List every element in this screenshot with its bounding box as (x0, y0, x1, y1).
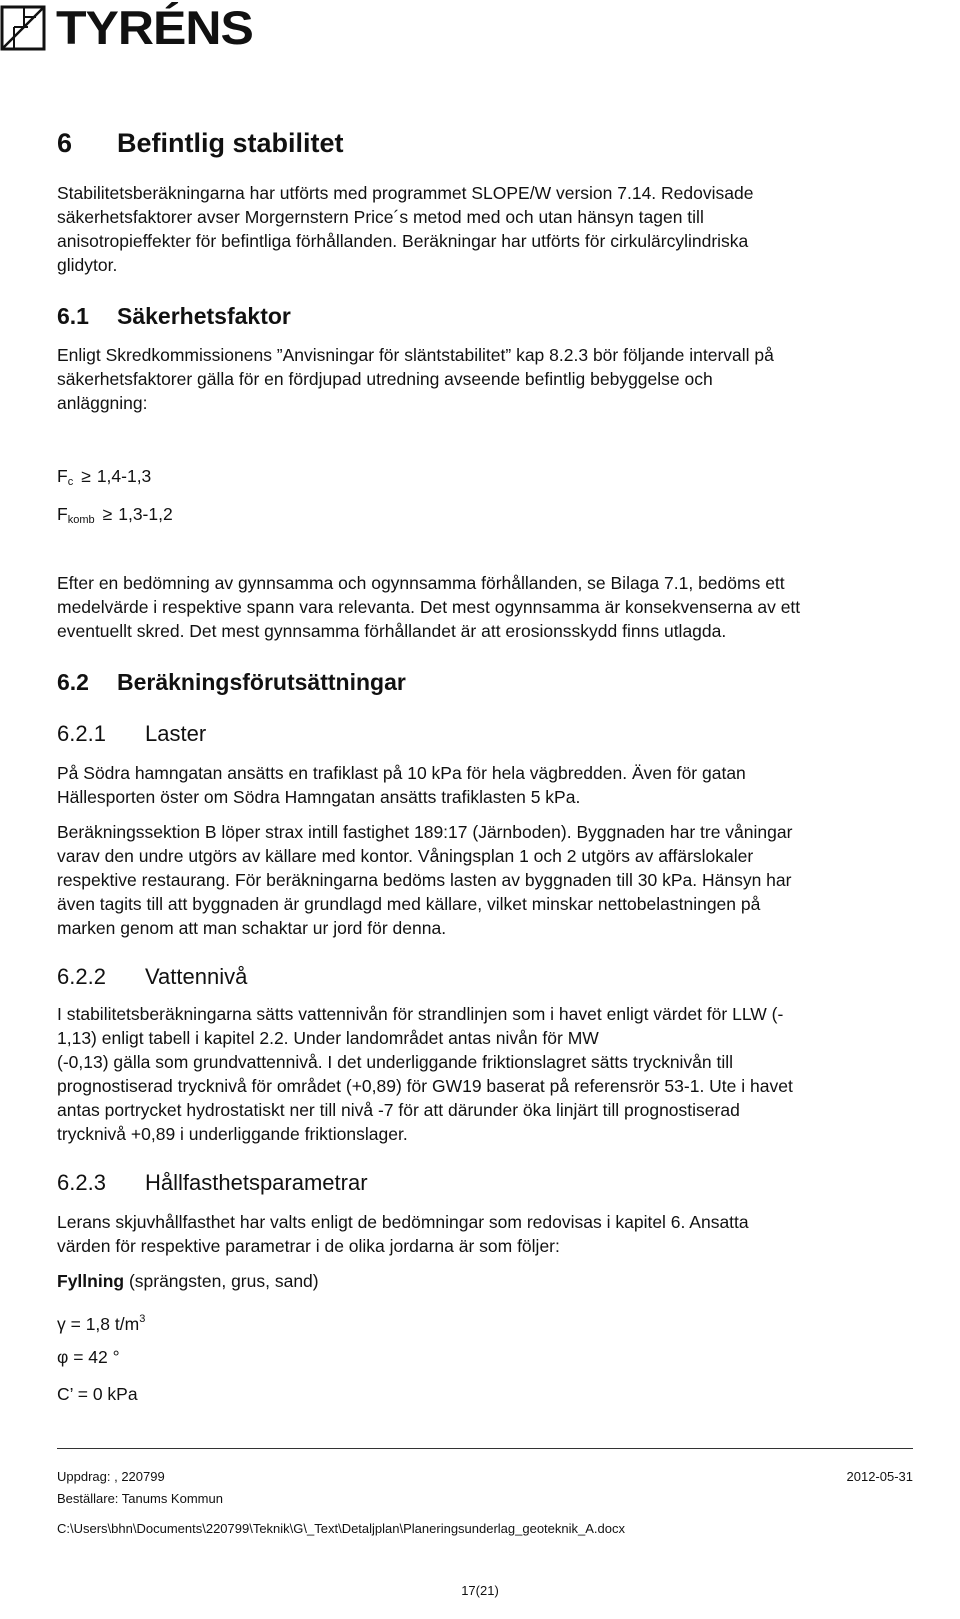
body-line: värden för respektive parametrar i de olika jordarna är som följer: (57, 1236, 560, 1256)
section-6-2-3-heading (57, 1169, 930, 1197)
section-title: Vattennivå (145, 964, 248, 989)
body-line: även tagits till att byggnaden är grundlagd med källare, vilket minskar nettobelastningen på (57, 894, 761, 914)
degree-symbol: ° (112, 1347, 120, 1367)
section-number: 6.2.3 (57, 1170, 106, 1195)
section-6-1-body (57, 343, 930, 415)
section-6-2-3 (57, 1169, 930, 1197)
body-line: Beräkningssektion B löper strax intill fastighet 189:17 (Järnboden). Byggnaden har tre våningar (57, 822, 793, 842)
body-line: säkerhetsfaktorer avser Morgernstern Price´s metod med och utan hänsyn tagen till (57, 207, 704, 227)
body-line: anläggning: (57, 393, 148, 413)
section-6-body (57, 181, 930, 277)
formula-subscript: komb (67, 514, 95, 526)
body-line: Efter en bedömning av gynnsamma och ogynnsamma förhållanden, se Bilaga 7.1, bedöms ett (57, 573, 785, 593)
body-line: varav den undre utgörs av källare med kontor. Våningsplan 1 och 2 utgörs av affärslokaler (57, 846, 754, 866)
body-line: I stabilitetsberäkningarna sätts vattennivån för strandlinjen som i havet enligt värdet för LLW (- (57, 1004, 784, 1024)
material-name: Fyllning (57, 1271, 125, 1291)
formula-symbol: F (57, 504, 68, 524)
section-6-2 (57, 667, 930, 697)
body-line: 1,13) enligt tabell i kapitel 2.2. Under landområdet antas nivån för MW (57, 1028, 599, 1048)
section-6-2-1-para-2 (57, 820, 930, 940)
section-number: 6.2.1 (57, 721, 106, 746)
body-line: prognostiserad trycknivå för området (+0,89) för GW19 baserat på referensrör 53-1. Ute i havet (57, 1076, 793, 1096)
section-title: Laster (145, 721, 207, 746)
page-number: 17(21) (461, 1583, 499, 1598)
footer-divider (57, 1448, 913, 1449)
phi-symbol: φ (57, 1347, 69, 1367)
greater-equal-symbol: ≥ (81, 466, 91, 486)
gamma-symbol: γ (57, 1314, 66, 1334)
cohesion-value: C’ = 0 kPa (57, 1384, 138, 1404)
section-number: 6 (57, 128, 73, 158)
body-line: Lerans skjuvhållfasthet har valts enligt de bedömningar som redovisas i kapitel 6. Ansatta (57, 1212, 749, 1232)
body-line: trycknivå +0,89 i underliggande friktionslager. (57, 1124, 408, 1144)
company-logo (0, 1, 253, 55)
footer-assignment: Uppdrag: , 220799 (57, 1469, 165, 1484)
superscript: 3 (139, 1313, 146, 1325)
section-number: 6.2.2 (57, 964, 106, 989)
body-line: eventuellt skred. Det mest gynnsamma förhållandet är att erosionsskydd finns utlagda. (57, 621, 727, 641)
phi-value: = 42 (68, 1347, 113, 1367)
body-line: marken genom att man schaktar ur jord för denna. (57, 918, 447, 938)
section-title: Befintlig stabilitet (117, 128, 344, 158)
section-6-2-heading (57, 667, 930, 697)
body-line: På Södra hamngatan ansätts en trafiklast på 10 kPa för hela vägbredden. Även för gatan (57, 763, 746, 783)
body-line: respektive restaurang. För beräkningarna bedöms lasten av byggnaden till 30 kPa. Hänsyn har (57, 870, 792, 890)
parameter-phi (57, 1345, 930, 1369)
gamma-value: = 1,8 t/m (65, 1314, 140, 1334)
section-title: Hållfasthetsparametrar (145, 1170, 368, 1195)
logo-text: TYRÉNS (56, 1, 253, 55)
section-6-heading (57, 126, 930, 160)
section-6-2-1-heading (57, 720, 930, 748)
body-line: antas portrycket hydrostatiskt ner till nivå -7 för att därunder öka linjärt till prognostiserad (57, 1100, 740, 1120)
body-line: Hällesporten öster om Södra Hamngatan ansätts trafiklasten 5 kPa. (57, 787, 581, 807)
section-number: 6.2 (57, 669, 89, 695)
formula-fc (57, 464, 930, 494)
body-line: (-0,13) gälla som grundvattennivå. I det underliggande friktionslagret sätts trycknivån till (57, 1052, 734, 1072)
material-heading (57, 1269, 930, 1293)
section-6-1-after (57, 571, 930, 643)
section-6-2-1 (57, 720, 930, 748)
section-title: Säkerhetsfaktor (117, 303, 291, 329)
tyrens-logo-icon (0, 5, 46, 51)
body-line: säkerhetsfaktorer gälla för en fördjupad utredning avseende befintlig bebyggelse och (57, 369, 713, 389)
body-line: Stabilitetsberäkningarna har utförts med programmet SLOPE/W version 7.14. Redovisade (57, 183, 754, 203)
material-description: (sprängsten, grus, sand) (124, 1271, 319, 1291)
section-title: Beräkningsförutsättningar (117, 669, 406, 695)
formula-symbol: F (57, 466, 68, 486)
footer (57, 1468, 913, 1538)
formula-value: 1,4-1,3 (96, 466, 152, 486)
formula-fkomb (57, 502, 930, 532)
section-6-1 (57, 301, 930, 331)
section-6-2-2 (57, 963, 930, 991)
footer-path: C:\Users\bhn\Documents\220799\Teknik\G\_Text\Detaljplan\Planeringsunderlag_geoteknik_A.docx (57, 1521, 625, 1536)
parameter-gamma (57, 1307, 930, 1336)
greater-equal-symbol: ≥ (102, 504, 113, 524)
body-line: anisotropieffekter för befintliga förhållanden. Beräkningar har utförts för cirkulärcylindriska (57, 231, 749, 251)
section-6-1-heading (57, 301, 930, 331)
footer-date: 2012-05-31 (846, 1469, 913, 1484)
parameter-cohesion (57, 1382, 930, 1406)
section-6-2-2-body (57, 1002, 930, 1146)
body-line: Enligt Skredkommissionens ”Anvisningar för släntstabilitet” kap 8.2.3 bör följande intervall på (57, 345, 774, 365)
section-6 (57, 126, 930, 160)
formula-value: 1,3-1,2 (118, 504, 173, 524)
body-line: glidytor. (57, 255, 118, 275)
formula-subscript: c (67, 476, 74, 488)
section-number: 6.1 (57, 303, 89, 329)
body-line: medelvärde i respektive spann vara relevanta. Det mest ogynnsamma är konsekvenserna av ett (57, 597, 801, 617)
footer-row-1 (57, 1468, 913, 1486)
section-6-2-3-body (57, 1210, 930, 1258)
section-6-2-1-para-1 (57, 761, 930, 809)
footer-client: Beställare: Tanums Kommun (57, 1491, 223, 1506)
section-6-2-2-heading (57, 963, 930, 991)
